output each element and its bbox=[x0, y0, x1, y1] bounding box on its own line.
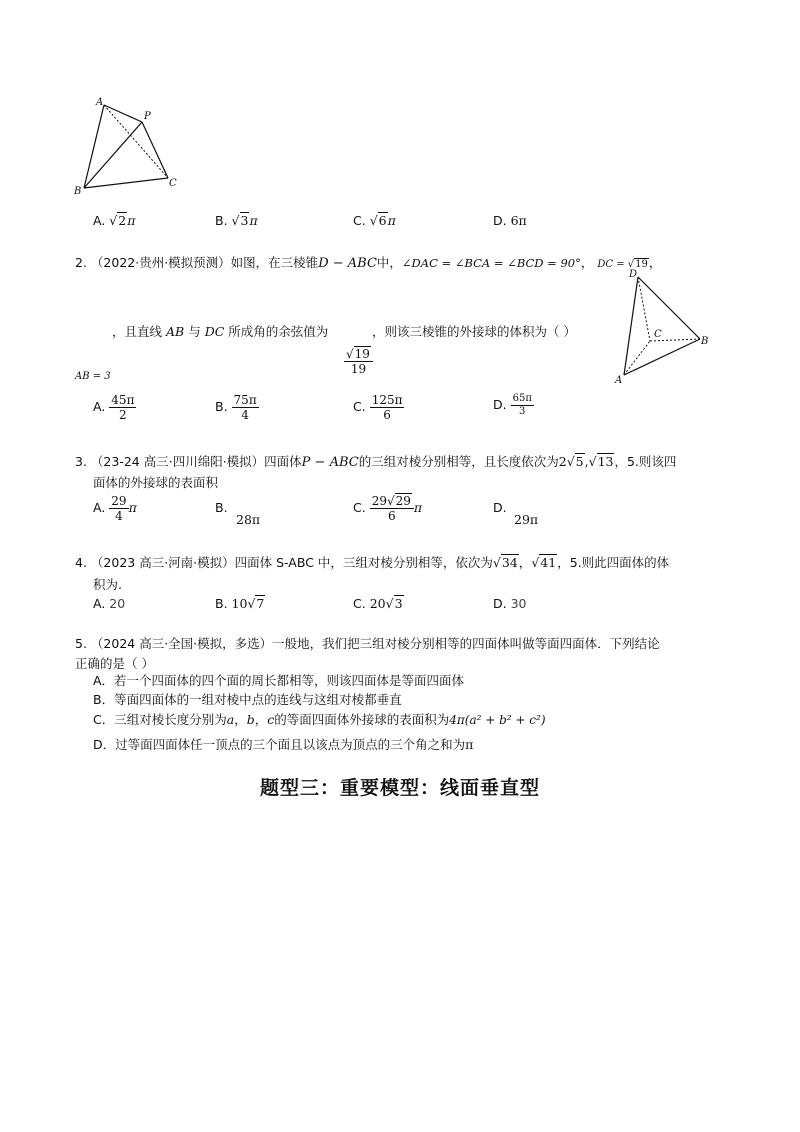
q2-stem-line2 bbox=[112, 322, 328, 340]
tetra-name: D − ABC bbox=[318, 256, 377, 271]
text-fragment: 与 bbox=[188, 324, 201, 339]
q3-option-b-value: 28π bbox=[236, 512, 261, 527]
q4-option-c[interactable] bbox=[353, 596, 404, 611]
q5-option-d[interactable] bbox=[93, 735, 473, 753]
pi-symbol: π bbox=[387, 213, 396, 228]
text-fragment: ，5.则该四 bbox=[614, 454, 677, 469]
q2-stem-line2-tail bbox=[372, 322, 576, 340]
tetra-name: P − ABC bbox=[301, 455, 359, 470]
text-fragment: 所成角的余弦值为 bbox=[228, 324, 329, 339]
question-source: （23-24 高三·四川绵阳·模拟）四面体 bbox=[90, 454, 302, 469]
question-number: 3. bbox=[75, 454, 87, 469]
q2-stem-line1 bbox=[75, 253, 661, 271]
q1-option-c[interactable] bbox=[353, 213, 396, 228]
figure-tetrahedron-apbc bbox=[70, 95, 190, 195]
option-value: 6π bbox=[510, 213, 527, 228]
question-source: （2023 高三·河南·模拟）四面体 S-ABC 中，三组对棱分别相等，依次为 bbox=[90, 555, 493, 570]
option-letter: B. bbox=[215, 213, 228, 228]
sqrt-expr: √6 bbox=[369, 213, 387, 228]
dc-label: DC = bbox=[597, 259, 628, 270]
text-fragment: ， bbox=[518, 555, 532, 570]
q4-stem-line2: 积为. bbox=[93, 577, 122, 592]
option-letter: D. bbox=[493, 500, 507, 515]
figure2-label-a: A bbox=[615, 375, 623, 386]
figure2-label-d: D bbox=[629, 269, 638, 280]
q5-option-b[interactable]: B．等面四面体的一组对棱中点的连线与这组对棱都垂直 bbox=[93, 692, 402, 707]
math-ab: AB bbox=[166, 324, 185, 339]
sqrt-expr: √41 bbox=[531, 555, 557, 570]
sqrt-expr: √3 bbox=[231, 213, 249, 228]
figure1-label-c: C bbox=[169, 178, 177, 189]
q5-option-c[interactable]: C．三组对棱长度分别为a，b，c的等面四面体外接球的表面积为4π(a² + b² + c²) bbox=[93, 712, 546, 727]
pi-symbol: π bbox=[128, 500, 137, 515]
q5-stem-line2: 正确的是（ ） bbox=[75, 656, 154, 671]
q4-option-d[interactable] bbox=[493, 596, 527, 611]
question-number: 5. bbox=[75, 636, 87, 651]
sqrt-expr: √19 bbox=[627, 259, 648, 270]
sqrt-expr: √7 bbox=[247, 596, 265, 611]
q5-stem-line1 bbox=[75, 634, 660, 652]
q2-option-b[interactable]: B. $\frac{75\pi}{4}$ bbox=[215, 393, 257, 422]
question-source: （2024 高三·全国·模拟，多选）一般地，我们把三组对棱分别相等的四面体叫做等面四面体．下列结论 bbox=[90, 636, 660, 651]
figure1-label-b: B bbox=[74, 186, 82, 195]
math-formula: 4π(a² + b² + c²) bbox=[449, 713, 546, 727]
pi-symbol: π bbox=[249, 213, 258, 228]
angle-condition: ∠DAC = ∠BCA = ∠BCD = 90° bbox=[401, 256, 581, 270]
option-letter: D. bbox=[493, 213, 507, 228]
q1-option-a[interactable] bbox=[93, 213, 135, 228]
text-fragment: 中， bbox=[376, 255, 402, 270]
option-letter: C. bbox=[353, 596, 366, 611]
question-source: （2022·贵州·模拟预测）如图，在三棱锥 bbox=[90, 255, 319, 270]
q3-option-b[interactable] bbox=[215, 500, 228, 515]
q1-option-d[interactable] bbox=[493, 213, 527, 228]
option-value: 30 bbox=[510, 596, 527, 611]
sqrt-expr: √2 bbox=[109, 213, 127, 228]
math-a: a bbox=[226, 712, 235, 727]
option-letter: B. bbox=[215, 500, 228, 515]
sqrt-expr: √13 bbox=[588, 454, 614, 469]
q3-option-a[interactable]: A. $\frac{29}{4}$ π bbox=[93, 494, 137, 523]
q4-option-a[interactable] bbox=[93, 596, 125, 611]
q4-option-b[interactable] bbox=[215, 596, 265, 611]
number: 20 bbox=[369, 596, 386, 611]
number: 2 bbox=[558, 454, 567, 469]
pi-symbol: π bbox=[465, 737, 474, 752]
pi-symbol: π bbox=[413, 500, 423, 515]
question-number: 4. bbox=[75, 555, 87, 570]
text-fragment: D．过等面四面体任一顶点的三个面且以该点为顶点的三个角之和为 bbox=[93, 737, 466, 752]
option-letter: B. bbox=[215, 399, 228, 414]
text-fragment: ，则该三棱锥的外接球的体积为（ ） bbox=[372, 324, 576, 339]
q5-option-a[interactable]: A．若一个四面体的四个面的周长都相等，则该四面体是等面四面体 bbox=[93, 673, 465, 688]
option-letter: C. bbox=[353, 213, 366, 228]
q2-ab-equals: AB = 3 bbox=[75, 371, 111, 382]
pi-symbol: π bbox=[127, 213, 136, 228]
math-b: b bbox=[246, 712, 255, 727]
figure1-label-a: A bbox=[96, 97, 104, 108]
q3-option-c[interactable]: C. $\frac{29√29}{6}$ π bbox=[353, 494, 423, 523]
q2-option-d[interactable]: D. $\frac{65\pi}{3}$ bbox=[493, 393, 532, 417]
option-letter: A. bbox=[93, 399, 106, 414]
option-letter: C. bbox=[353, 500, 366, 515]
q4-stem-line1 bbox=[75, 553, 669, 571]
option-letter: A. bbox=[93, 500, 106, 515]
number: 10 bbox=[231, 596, 248, 611]
figure-tetrahedron-dabc bbox=[612, 265, 720, 390]
figure2-label-c: C bbox=[654, 329, 662, 340]
option-letter: A. bbox=[93, 596, 106, 611]
q2-cosine-fraction: $\frac{√19}{19}$ bbox=[344, 347, 373, 376]
q3-option-d[interactable] bbox=[493, 500, 507, 515]
q1-option-b[interactable] bbox=[215, 213, 258, 228]
text-fragment: ，5.则此四面体的体 bbox=[557, 555, 670, 570]
section-title: 题型三：重要模型：线面垂直型 bbox=[259, 777, 540, 799]
text-fragment: 的三组对棱分别相等，且长度依次为 bbox=[358, 454, 559, 469]
sqrt-expr: √3 bbox=[385, 596, 403, 611]
q3-stem-line2: 面体的外接球的表面积 bbox=[93, 475, 219, 490]
sqrt-expr: √34 bbox=[492, 555, 518, 570]
math-dc: DC bbox=[204, 324, 225, 339]
q3-option-d-value: 29π bbox=[514, 512, 539, 527]
question-number: 2. bbox=[75, 255, 87, 270]
q3-stem-line1: 3. （23-24 高三·四川绵阳·模拟）四面体P − ABC的三组对棱分别相等，且长度依次为2√5,√13，5.则该四 bbox=[75, 454, 677, 470]
text-fragment: ， bbox=[648, 255, 662, 270]
option-letter: B. bbox=[215, 596, 228, 611]
text-fragment: ，且直线 bbox=[112, 324, 163, 339]
option-letter: C. bbox=[353, 399, 366, 414]
option-letter: D. bbox=[493, 596, 507, 611]
text-fragment: C．三组对棱长度分别为 bbox=[93, 712, 227, 727]
sqrt-expr: √5 bbox=[566, 454, 584, 469]
q2-option-c[interactable]: C. $\frac{125\pi}{6}$ bbox=[353, 393, 403, 422]
q2-option-a[interactable]: A. $\frac{45\pi}{2}$ bbox=[93, 393, 135, 422]
text-fragment: ， bbox=[580, 255, 594, 270]
figure2-label-b: B bbox=[701, 336, 709, 347]
figure1-label-p: P bbox=[144, 111, 151, 122]
option-value: 20 bbox=[109, 596, 126, 611]
text-fragment: 的等面四面体外接球的表面积为 bbox=[274, 712, 450, 727]
option-letter: D. bbox=[493, 397, 507, 412]
option-letter: A. bbox=[93, 213, 106, 228]
math-c: c bbox=[267, 712, 275, 727]
